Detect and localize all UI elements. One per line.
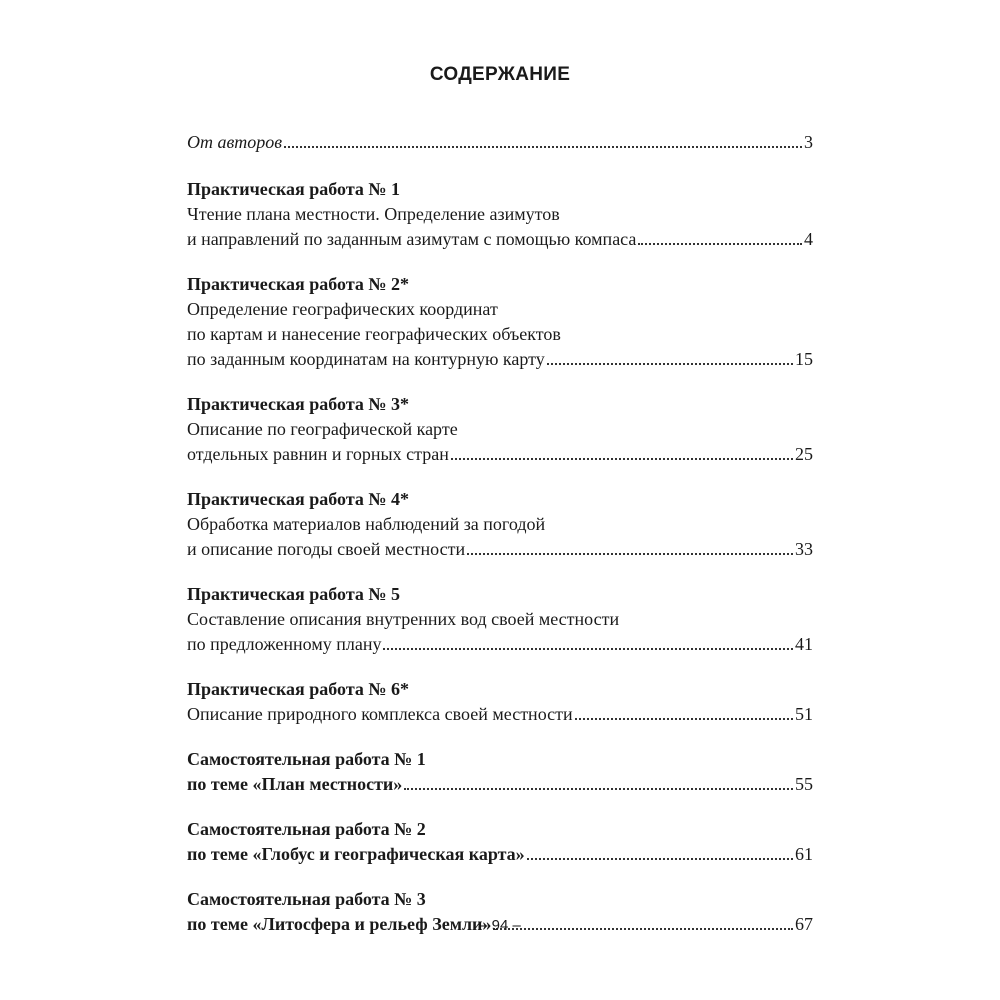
page-footer-number: – 94 – xyxy=(479,917,521,934)
toc-entry-heading: Практическая работа № 6* xyxy=(187,679,409,699)
toc-entry-title: по теме «План местности» xyxy=(187,774,403,794)
toc-entry-title: Описание природного комплекса своей местности xyxy=(187,704,573,724)
toc-entry-heading: Практическая работа № 2* xyxy=(187,274,409,294)
toc-page-number: 67 xyxy=(795,914,813,934)
dot-leader xyxy=(404,788,793,790)
dot-leader xyxy=(547,363,793,365)
dot-leader xyxy=(284,146,802,148)
toc-entry-title: по заданным координатам на контурную карту xyxy=(187,349,545,369)
toc-entry-heading: Самостоятельная работа № 2 xyxy=(187,819,426,839)
toc-leader-line xyxy=(187,772,813,797)
toc-entry xyxy=(187,272,813,372)
toc-entry-line: по картам и нанесение географических объектов xyxy=(187,324,561,344)
toc-entry-heading: Практическая работа № 3* xyxy=(187,394,409,414)
toc-entry xyxy=(187,392,813,467)
toc-page-number: 25 xyxy=(795,444,813,464)
toc-entry-line: Обработка материалов наблюдений за погодой xyxy=(187,514,546,534)
toc-entry-heading: Практическая работа № 4* xyxy=(187,489,409,509)
toc-entry-title: по теме «Глобус и географическая карта» xyxy=(187,844,525,864)
dot-leader xyxy=(451,458,793,460)
dot-leader xyxy=(527,858,793,860)
toc-entry xyxy=(187,747,813,797)
toc-entry-line: Определение географических координат xyxy=(187,299,498,319)
toc-leader-line xyxy=(187,632,813,657)
toc-entry xyxy=(187,487,813,562)
toc-leader-line xyxy=(187,347,813,372)
toc-entry-line: Описание по географической карте xyxy=(187,419,458,439)
dot-leader xyxy=(638,243,802,245)
toc-page-number: 4 xyxy=(804,229,813,249)
toc-entry-title: и направлений по заданным азимутам с помощью компаса xyxy=(187,229,637,249)
toc-page-number: 15 xyxy=(795,349,813,369)
toc-entry xyxy=(187,677,813,727)
toc-entry-heading: Самостоятельная работа № 1 xyxy=(187,749,426,769)
toc-entry-title: по предложенному плану xyxy=(187,634,382,654)
toc-page-number: 33 xyxy=(795,539,813,559)
toc-page-number: 41 xyxy=(795,634,813,654)
toc-entry-line: Чтение плана местности. Определение азимутов xyxy=(187,204,560,224)
toc-entry xyxy=(187,817,813,867)
toc-entry-heading: Практическая работа № 5 xyxy=(187,584,400,604)
toc-page-number: 51 xyxy=(795,704,813,724)
toc-entry-intro xyxy=(187,130,813,155)
toc-leader-line xyxy=(187,130,813,155)
toc-leader-line xyxy=(187,227,813,252)
toc-entry-title: От авторов xyxy=(187,132,283,152)
table-of-contents xyxy=(187,130,813,957)
toc-entry-title: и описание погоды своей местности xyxy=(187,539,466,559)
toc-leader-line xyxy=(187,442,813,467)
toc-page-number: 61 xyxy=(795,844,813,864)
toc-leader-line xyxy=(187,842,813,867)
dot-leader xyxy=(575,718,793,720)
toc-entry-heading: Практическая работа № 1 xyxy=(187,179,400,199)
toc-leader-line xyxy=(187,702,813,727)
toc-entry xyxy=(187,582,813,657)
toc-entry-heading: Самостоятельная работа № 3 xyxy=(187,889,426,909)
dot-leader xyxy=(383,648,793,650)
toc-entry-line: Составление описания внутренних вод своей местности xyxy=(187,609,620,629)
toc-entry xyxy=(187,177,813,252)
toc-page-number: 3 xyxy=(804,132,813,152)
toc-leader-line xyxy=(187,537,813,562)
page-title: СОДЕРЖАНИЕ xyxy=(429,64,571,85)
toc-page-number: 55 xyxy=(795,774,813,794)
toc-entry-title: по теме «Литосфера и рельеф Земли» xyxy=(187,914,492,934)
dot-leader xyxy=(467,553,793,555)
toc-entry-title: отдельных равнин и горных стран xyxy=(187,444,449,464)
